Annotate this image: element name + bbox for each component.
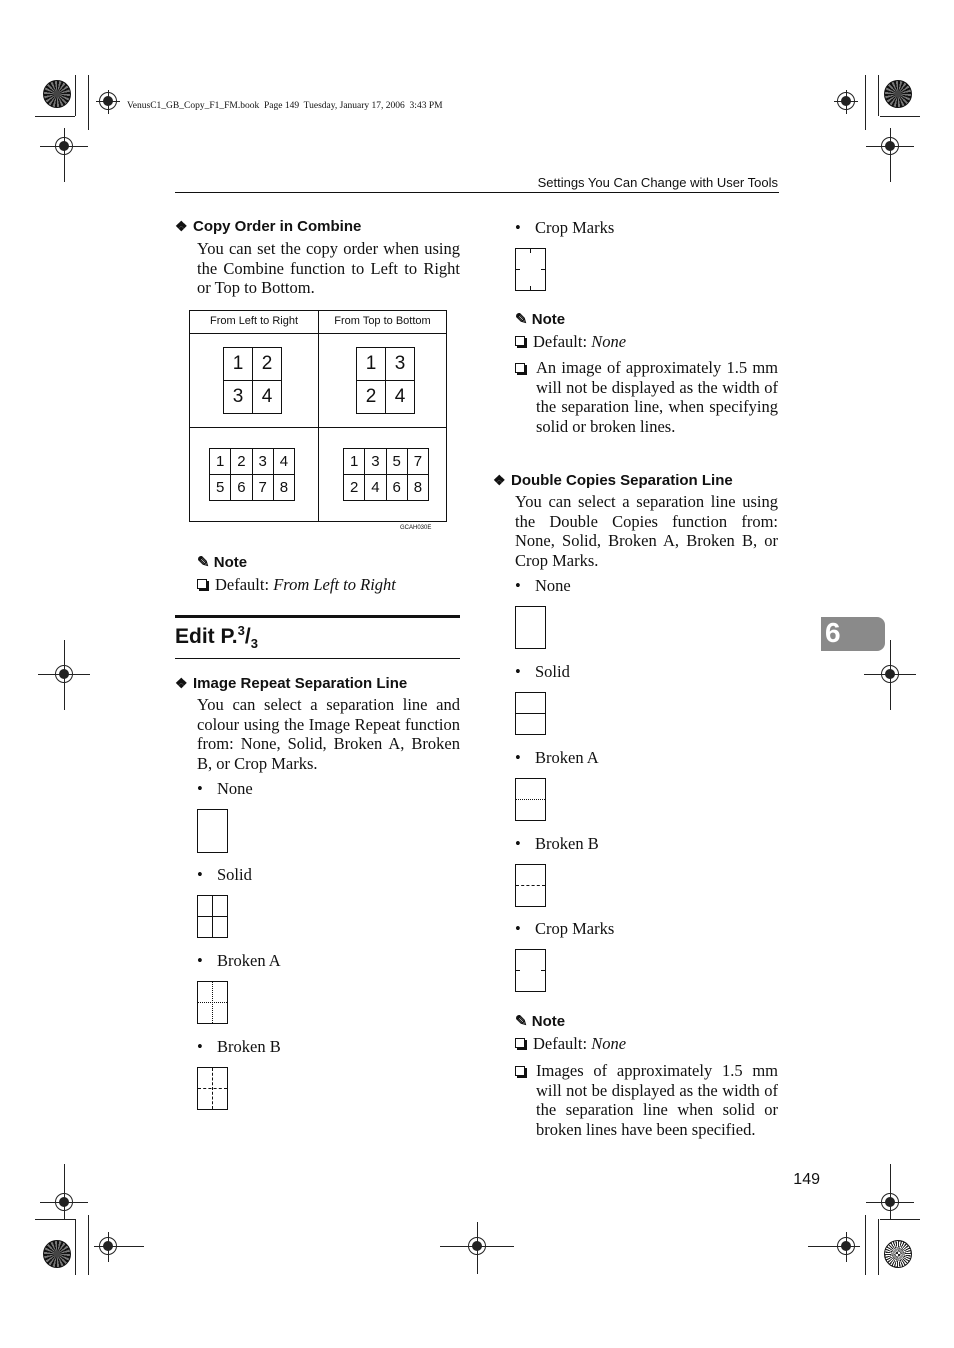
double-copies-heading-text: Double Copies Separation Line bbox=[511, 472, 733, 489]
bullet-dot: • bbox=[197, 951, 203, 970]
grid-cell: 6 bbox=[231, 475, 252, 501]
edit-section-title bbox=[175, 623, 258, 651]
registration-target-icon bbox=[884, 1240, 912, 1268]
registration-target-icon bbox=[43, 80, 71, 108]
note-default-value: None bbox=[591, 332, 627, 351]
grid-ttb-2up bbox=[356, 347, 415, 414]
separation-broken-a-horizontal-icon bbox=[515, 778, 546, 821]
crop-mark bbox=[88, 1215, 89, 1275]
bullet-dot: • bbox=[197, 779, 203, 798]
diamond-bullet-icon: ❖ bbox=[175, 218, 188, 234]
option-crop-marks-top bbox=[515, 218, 614, 238]
separation-none-icon bbox=[197, 809, 228, 853]
separation-broken-b-horizontal-icon bbox=[515, 864, 546, 907]
checkbox-bullet-icon bbox=[515, 1038, 525, 1048]
option-broken-a bbox=[515, 748, 599, 768]
page-number: 149 bbox=[793, 1171, 820, 1188]
crop-mark bbox=[880, 116, 920, 117]
note-label: Note bbox=[213, 554, 248, 571]
note-text: Images of approximately 1.5 mm will not be displayed as the width of the separation line when solid or broken lines have been specified. bbox=[536, 1061, 778, 1139]
note-heading bbox=[197, 553, 247, 571]
note-item bbox=[515, 358, 778, 436]
bullet-dot: • bbox=[515, 834, 521, 853]
crop-mark bbox=[846, 1232, 847, 1262]
image-repeat-heading bbox=[175, 675, 407, 692]
table-col-divider bbox=[318, 311, 319, 522]
separation-broken-a-cross-icon bbox=[197, 981, 228, 1024]
crop-mark bbox=[477, 1222, 478, 1274]
header-rule bbox=[175, 192, 779, 193]
diamond-bullet-icon: ❖ bbox=[493, 472, 506, 488]
note-label: Note bbox=[531, 311, 566, 328]
note-default-prefix: Default: bbox=[215, 575, 274, 594]
checkbox-bullet-icon bbox=[515, 1066, 525, 1076]
separation-broken-b-cross-icon bbox=[197, 1067, 228, 1110]
bullet-dot: • bbox=[197, 865, 203, 884]
grid-cell: 4 bbox=[274, 449, 295, 475]
grid-cell: 6 bbox=[387, 475, 408, 501]
grid-cell: 8 bbox=[408, 475, 429, 501]
image-repeat-body: You can select a separation line and colour using the Image Repeat function from: None, Solid, Broken A, Broken B, or Crop Marks. bbox=[197, 695, 460, 773]
grid-cell: 2 bbox=[357, 381, 386, 414]
grid-cell: 3 bbox=[365, 449, 386, 475]
crop-mark bbox=[878, 75, 879, 116]
grid-cell: 4 bbox=[386, 381, 415, 414]
grid-cell: 5 bbox=[387, 449, 408, 475]
crop-mark bbox=[35, 116, 75, 117]
chapter-number: 6 bbox=[825, 617, 841, 648]
option-solid bbox=[197, 865, 252, 885]
note-default-prefix: Default: bbox=[533, 332, 592, 351]
crop-mark bbox=[108, 90, 109, 114]
separation-solid-horizontal-icon bbox=[515, 692, 546, 735]
crop-mark bbox=[64, 640, 65, 710]
crop-mark bbox=[890, 1164, 891, 1220]
registration-target-icon bbox=[884, 80, 912, 108]
grid-cell: 8 bbox=[274, 475, 295, 501]
diamond-bullet-icon: ❖ bbox=[175, 675, 188, 691]
grid-cell: 1 bbox=[210, 449, 231, 475]
crop-mark bbox=[108, 1232, 109, 1262]
note-default-prefix: Default: bbox=[533, 1034, 592, 1053]
option-broken-a bbox=[197, 951, 281, 971]
grid-ltr-4up bbox=[209, 448, 295, 501]
note-label: Note bbox=[531, 1013, 566, 1030]
option-solid bbox=[515, 662, 570, 682]
crop-mark bbox=[75, 75, 76, 116]
checkbox-bullet-icon bbox=[515, 363, 525, 373]
edit-section-rule-bottom bbox=[175, 658, 460, 659]
note-item bbox=[515, 1034, 778, 1054]
crop-mark bbox=[808, 1246, 860, 1247]
edit-title-slash: / bbox=[244, 625, 251, 648]
edit-title-sup: 3 bbox=[237, 623, 245, 638]
crop-mark bbox=[35, 1219, 75, 1220]
option-broken-b bbox=[197, 1037, 281, 1057]
separation-none-icon bbox=[515, 606, 546, 649]
option-label: None bbox=[217, 779, 253, 798]
grid-cell: 1 bbox=[344, 449, 365, 475]
double-copies-body: You can select a separation line using the Double Copies function from: None, Solid, Broken A, Broken B, or Crop Marks. bbox=[515, 492, 778, 570]
note-item bbox=[515, 332, 778, 352]
book-info: VenusC1_GB_Copy_F1_FM.book Page 149 Tuesday, January 17, 2006 3:43 PM bbox=[127, 101, 443, 111]
table-header-ltr: From Left to Right bbox=[209, 315, 299, 327]
option-label: Solid bbox=[217, 865, 252, 884]
note-item bbox=[197, 575, 460, 595]
bullet-dot: • bbox=[197, 1037, 203, 1056]
grid-cell: 5 bbox=[210, 475, 231, 501]
grid-cell: 2 bbox=[231, 449, 252, 475]
registration-target-icon bbox=[43, 1240, 71, 1268]
checkbox-bullet-icon bbox=[197, 579, 207, 589]
pencil-icon: ✎ bbox=[197, 554, 210, 571]
crop-mark bbox=[846, 90, 847, 114]
grid-cell: 4 bbox=[253, 381, 282, 414]
copy-order-figure bbox=[189, 310, 447, 531]
copy-order-heading-text: Copy Order in Combine bbox=[193, 218, 362, 235]
crop-mark bbox=[94, 1246, 144, 1247]
grid-cell: 1 bbox=[357, 348, 386, 381]
option-label: Crop Marks bbox=[535, 919, 615, 938]
crop-mark bbox=[88, 75, 89, 130]
grid-cell: 7 bbox=[408, 449, 429, 475]
separation-crop-marks-cross-icon bbox=[515, 248, 546, 291]
crop-mark bbox=[75, 1219, 76, 1275]
grid-cell: 3 bbox=[253, 449, 274, 475]
note-default-value: None bbox=[591, 1034, 627, 1053]
chapter-tab bbox=[821, 617, 885, 651]
crop-mark bbox=[878, 1219, 879, 1275]
note-heading bbox=[515, 1012, 565, 1030]
copy-order-heading bbox=[175, 218, 361, 235]
pencil-icon: ✎ bbox=[515, 311, 528, 328]
grid-cell: 1 bbox=[224, 348, 253, 381]
grid-cell: 2 bbox=[253, 348, 282, 381]
grid-cell: 3 bbox=[224, 381, 253, 414]
bullet-dot: • bbox=[515, 919, 521, 938]
note-heading bbox=[515, 310, 565, 328]
edit-title-main: Edit P. bbox=[175, 625, 238, 648]
option-crop-marks bbox=[515, 919, 614, 939]
figure-code: GCAH030E bbox=[400, 525, 432, 531]
running-head: Settings You Can Change with User Tools bbox=[537, 175, 778, 190]
crop-mark bbox=[865, 75, 866, 130]
option-label: Broken A bbox=[535, 748, 599, 767]
separation-solid-cross-icon bbox=[197, 895, 228, 938]
option-label: Broken B bbox=[217, 1037, 281, 1056]
option-label: None bbox=[535, 576, 571, 595]
bullet-dot: • bbox=[515, 748, 521, 767]
grid-cell: 7 bbox=[253, 475, 274, 501]
note-default-value: From Left to Right bbox=[273, 575, 396, 594]
crop-mark bbox=[64, 128, 65, 182]
separation-crop-marks-horizontal-icon bbox=[515, 949, 546, 992]
bullet-dot: • bbox=[515, 662, 521, 681]
crop-mark bbox=[890, 640, 891, 710]
note-text: An image of approximately 1.5 mm will not be displayed as the width of the separation line, when specifying solid or broken lines. bbox=[536, 358, 778, 436]
grid-ttb-4up bbox=[343, 448, 429, 501]
note-item bbox=[515, 1061, 778, 1139]
edit-title-sub: 3 bbox=[250, 636, 258, 652]
option-label: Solid bbox=[535, 662, 570, 681]
crop-mark bbox=[865, 1215, 866, 1275]
option-none bbox=[197, 779, 253, 799]
image-repeat-heading-text: Image Repeat Separation Line bbox=[193, 675, 408, 692]
option-label: Broken A bbox=[217, 951, 281, 970]
option-none bbox=[515, 576, 571, 596]
option-label: Broken B bbox=[535, 834, 599, 853]
grid-ltr-2up bbox=[223, 347, 282, 414]
bullet-dot: • bbox=[515, 576, 521, 595]
table-row-rule bbox=[190, 427, 446, 428]
edit-section-rule-top bbox=[175, 615, 460, 618]
double-copies-heading bbox=[493, 472, 733, 489]
checkbox-bullet-icon bbox=[515, 336, 525, 346]
table-header-ttb: From Top to Bottom bbox=[334, 315, 431, 327]
bullet-dot: • bbox=[515, 218, 521, 237]
pencil-icon: ✎ bbox=[515, 1013, 528, 1030]
copy-order-body: You can set the copy order when using the Combine function to Left to Right or Top to Bottom. bbox=[197, 239, 460, 297]
crop-mark bbox=[64, 1164, 65, 1220]
option-broken-b bbox=[515, 834, 599, 854]
grid-cell: 3 bbox=[386, 348, 415, 381]
crop-mark bbox=[890, 128, 891, 182]
option-label: Crop Marks bbox=[535, 218, 615, 237]
table-header-rule bbox=[190, 333, 446, 334]
crop-mark bbox=[880, 1219, 920, 1220]
grid-cell: 2 bbox=[344, 475, 365, 501]
grid-cell: 4 bbox=[365, 475, 386, 501]
